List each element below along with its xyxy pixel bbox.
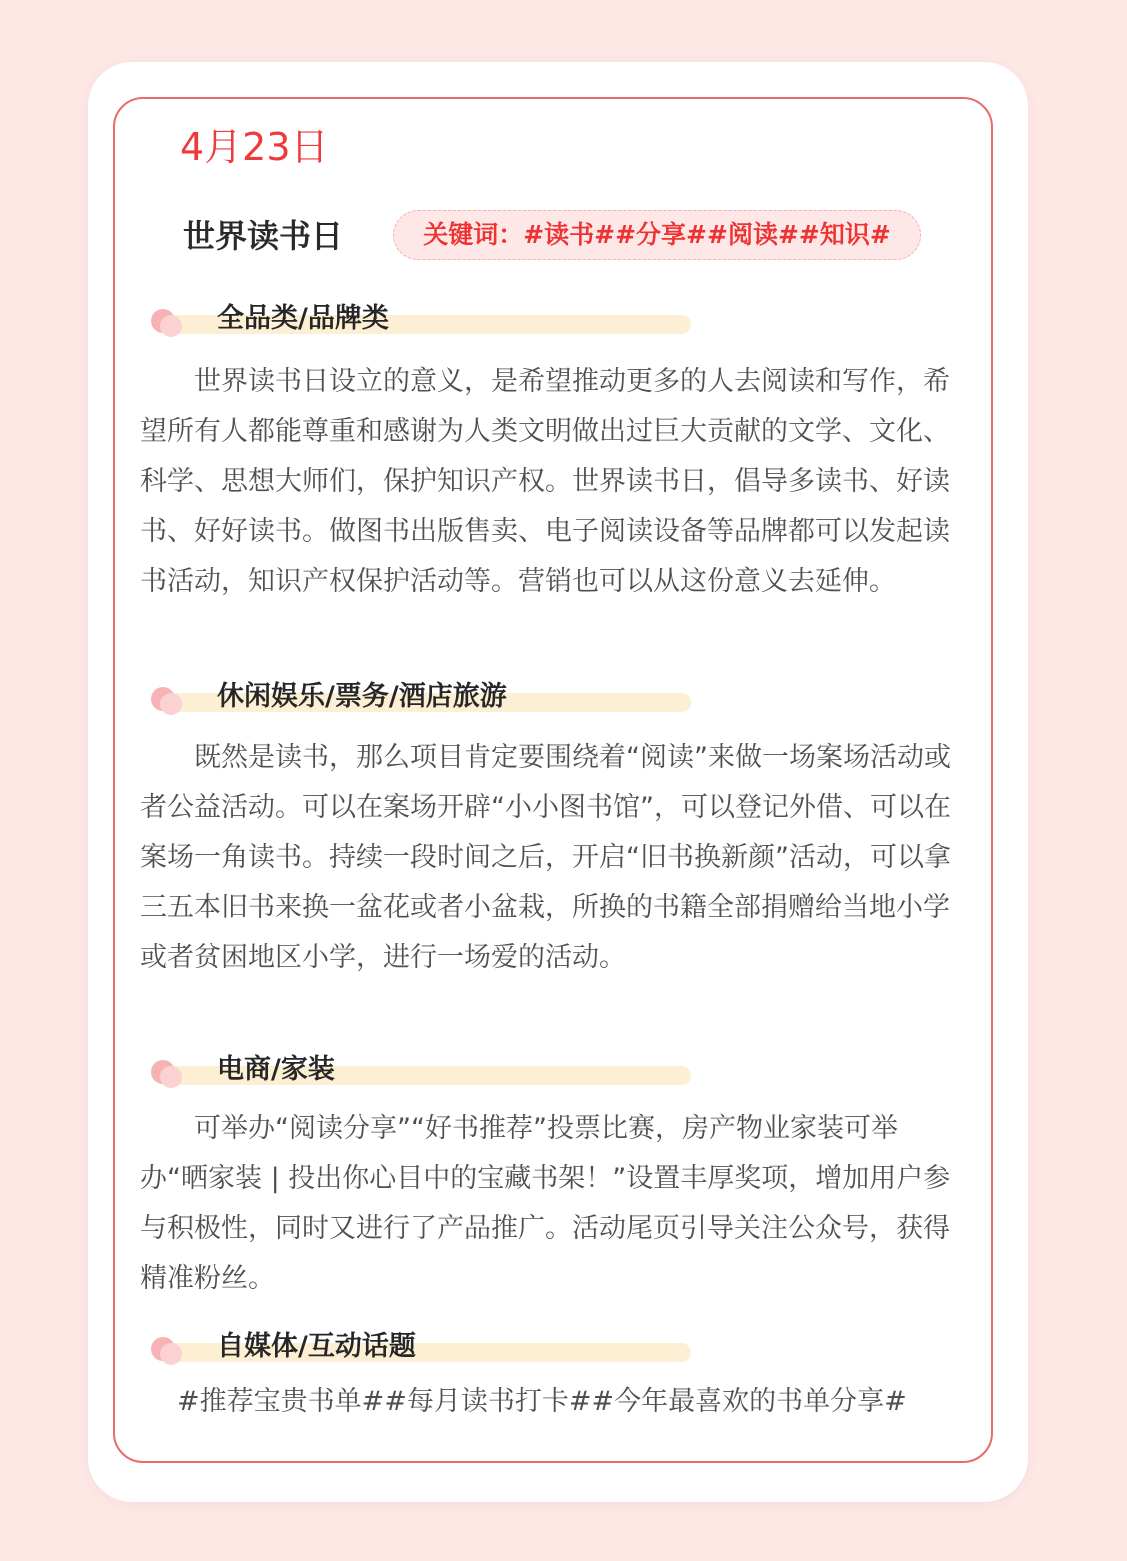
section-heading: 自媒体/互动话题 (217, 1331, 416, 1362)
bullet-dot-icon (160, 693, 182, 715)
section-header-media (151, 1327, 695, 1371)
section-heading: 休闲娱乐/票务/酒店旅游 (217, 681, 507, 712)
section-body-ecommerce: 可举办“阅读分享”“好书推荐”投票比赛，房产物业家装可举办“晒家装 | 投出你心目中的宝藏书架！”设置丰厚奖项，增加用户参与积极性，同时又进行了产品推广。活动尾页引导关注公众号，获得精准粉丝。 (140, 1113, 951, 1294)
section-body-leisure: 既然是读书，那么项目肯定要围绕着“阅读”来做一场案场活动或者公益活动。可以在案场开辟“小小图书馆”，可以登记外借、可以在案场一角读书。持续一段时间之后，开启“旧书换新颜”活动，可以拿三五本旧书来换一盆花或者小盆栽，所换的书籍全部捐赠给当地小学或者贫困地区小学，进行一场爱的活动。 (140, 742, 951, 973)
section-body-brand: 世界读书日设立的意义，是希望推动更多的人去阅读和写作，希望所有人都能尊重和感谢为人类文明做出过巨大贡献的文学、文化、科学、思想大师们，保护知识产权。世界读书日，倡导多读书、好读书、好好读书。做图书出版售卖、电子阅读设备等品牌都可以发起读书活动，知识产权保护活动等。营销也可以从这份意义去延伸。 (140, 366, 950, 597)
keyword-badge: 关键词：#读书##分享##阅读##知识# (393, 210, 921, 260)
bullet-dot-icon (160, 1066, 182, 1088)
section-header-leisure (151, 677, 695, 721)
section-header-ecommerce (151, 1050, 695, 1094)
bullet-dot-icon (160, 1343, 182, 1365)
bullet-dot-icon (160, 315, 182, 337)
section-heading: 电商/家装 (217, 1054, 335, 1085)
date-heading: 4月23日 (180, 125, 329, 169)
topic-hashtags: #推荐宝贵书单##每月读书打卡##今年最喜欢的书单分享# (177, 1386, 907, 1417)
card-border-frame (113, 97, 993, 1463)
section-heading: 全品类/品牌类 (217, 303, 389, 334)
content-card (88, 62, 1028, 1502)
page-title: 世界读书日 (183, 217, 344, 255)
section-header-brand (151, 299, 695, 343)
